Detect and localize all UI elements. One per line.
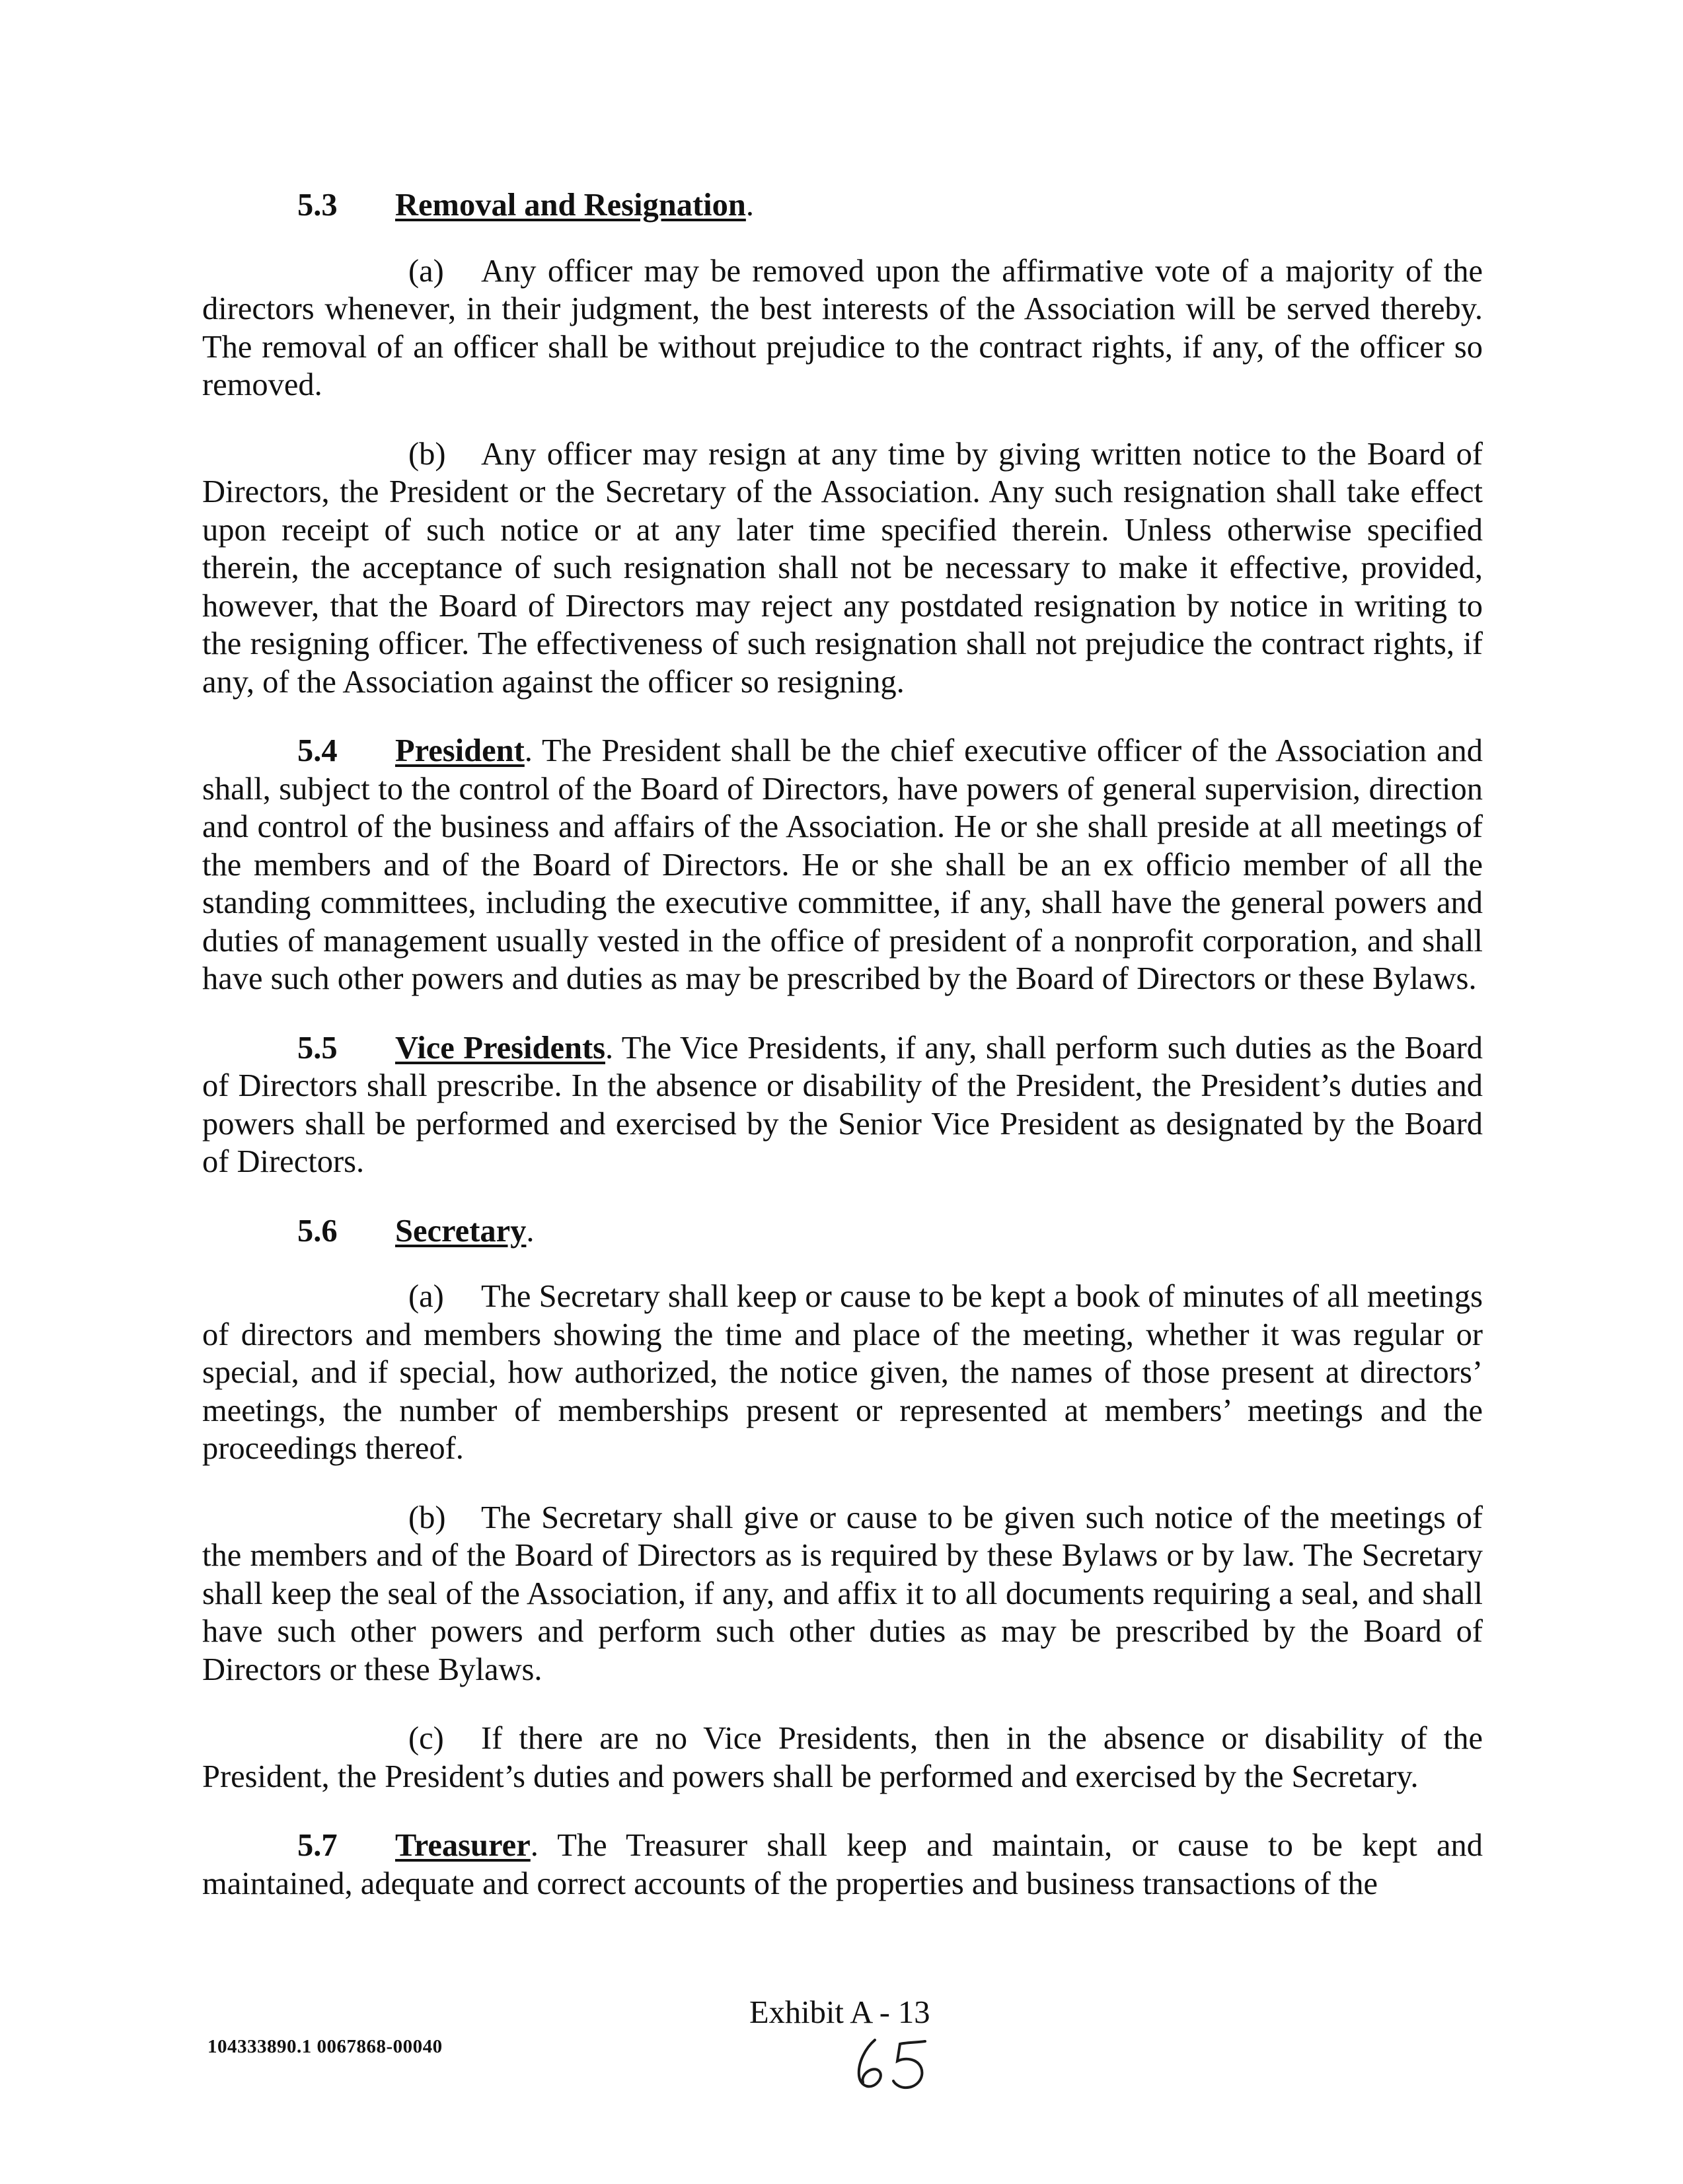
- clause-text: The Secretary shall give or cause to be given such notice of the meetings of the members and of the Board of Directors as is required by these Bylaws or by law. The Secretary shall keep the seal of the Association, if any, and affix it to all documents requiring a seal, and shall have such other powers and perform such other duties as may be prescribed by the Board of Directors or these Bylaws.: [202, 1500, 1483, 1687]
- section-text: . The Treasurer shall keep and maintain, or cause to be kept and maintained, adequate and correct accounts of the properties and business transactions of the: [202, 1828, 1483, 1901]
- clause-text: Any officer may be removed upon the affirmative vote of a majority of the directors whenever, in their judgment, the best interests of the Association will be served thereby. The removal of an officer shall be without prejudice to the contract rights, if any, of the officer so removed.: [202, 253, 1483, 402]
- clause-text: The Secretary shall keep or cause to be kept a book of minutes of all meetings of directors and members showing the time and place of the meeting, whether it was regular or special, and if special, how authorized, the notice given, the names of those present at directors’ meetings, the number of memberships present or represented at members’ meetings and the proceedings thereof.: [202, 1279, 1483, 1466]
- document-body: [202, 186, 1483, 1903]
- section-5-3-b: [202, 435, 1483, 702]
- section-5-3-heading: [202, 186, 1483, 225]
- section-5-6-c: [202, 1720, 1483, 1796]
- section-title: Vice Presidents: [395, 1030, 605, 1066]
- section-5-7: [202, 1827, 1483, 1903]
- section-5-3-a: [202, 252, 1483, 404]
- heading-punctuation: .: [526, 1213, 535, 1249]
- exhibit-page-label: Exhibit A - 13: [749, 1995, 930, 2030]
- section-5-6-a: [202, 1278, 1483, 1468]
- clause-label: (a): [408, 253, 444, 289]
- document-id: 104333890.1 0067868-00040: [207, 2036, 443, 2057]
- section-text: . The President shall be the chief executive officer of the Association and shall, subject to the control of the Board of Directors, have powers of general supervision, direction and control of the business and affairs of the Association. He or she shall preside at all meetings of the members and of the Board of Directors. He or she shall be an ex officio member of all the standing committees, including the executive committee, if any, shall have the general powers and duties of management usually vested in the office of president of a nonprofit corporation, and shall have such other powers and duties as may be prescribed by the Board of Directors or these Bylaws.: [202, 733, 1483, 996]
- clause-label: (c): [408, 1721, 444, 1756]
- section-text: . The Vice Presidents, if any, shall perform such duties as the Board of Directors shall prescribe. In the absence or disability of the President, the President’s duties and powers shall be performed and exercised by the Senior Vice President as designated by the Board of Directors.: [202, 1030, 1483, 1179]
- section-5-6-heading: [202, 1212, 1483, 1251]
- handwritten-page-number: [848, 2035, 941, 2094]
- clause-text: Any officer may resign at any time by giving written notice to the Board of Directors, the President or the Secretary of the Association. Any such resignation shall take effect upon receipt of such notice or at any later time specified therein. Unless otherwise specified therein, the acceptance of such resignation shall not be necessary to make it effective, provided, however, that the Board of Directors may reject any postdated resignation by notice in writing to the resigning officer. The effectiveness of such resignation shall not prejudice the contract rights, if any, of the Association against the officer so resigning.: [202, 436, 1483, 700]
- section-title: Treasurer: [395, 1828, 531, 1863]
- clause-label: (a): [408, 1279, 444, 1314]
- section-title: Secretary: [395, 1213, 527, 1249]
- section-title: President: [395, 733, 525, 768]
- section-number: 5.4: [297, 733, 338, 768]
- heading-punctuation: .: [745, 188, 754, 223]
- section-5-5: [202, 1029, 1483, 1181]
- section-5-4: [202, 732, 1483, 998]
- section-5-6-b: [202, 1499, 1483, 1689]
- clause-text: If there are no Vice Presidents, then in the absence or disability of the President, the President’s duties and powers shall be performed and exercised by the Secretary.: [202, 1721, 1483, 1794]
- clause-label: (b): [408, 436, 446, 472]
- section-number: 5.5: [297, 1030, 338, 1066]
- section-number: 5.3: [297, 188, 338, 223]
- section-number: 5.7: [297, 1828, 338, 1863]
- clause-label: (b): [408, 1500, 446, 1535]
- section-number: 5.6: [297, 1213, 338, 1249]
- section-title: Removal and Resignation: [395, 188, 746, 223]
